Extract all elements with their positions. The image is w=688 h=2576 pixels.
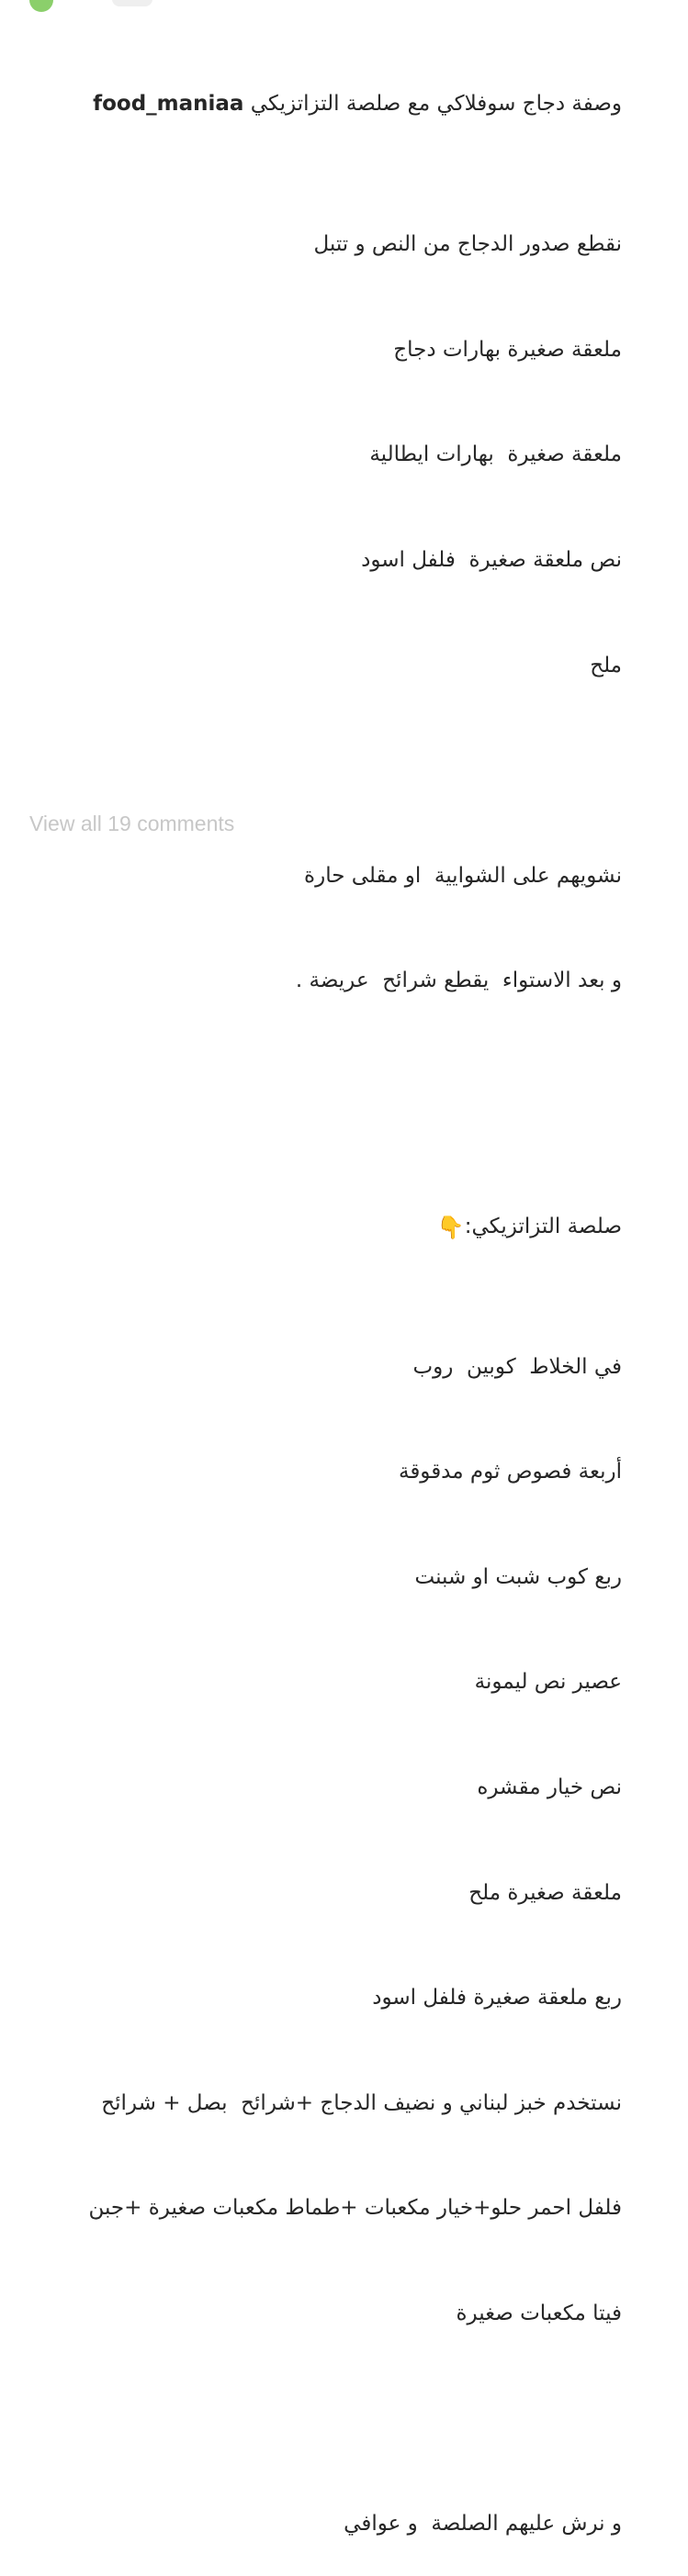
username-link[interactable]: food_maniaa xyxy=(93,92,244,117)
caption-line xyxy=(16,1069,622,1103)
sauce-line: نستخدم خبز لبناني و نضيف الدجاج +شرائح بصل + شرائح xyxy=(101,2090,622,2115)
caption-title: وصفة دجاج سوفلاكي مع صلصة التزاتزيكي xyxy=(250,92,622,117)
sauce-line: أربعة فصوص ثوم مدقوقة xyxy=(398,1460,622,1484)
sauce-line: ربع كوب شبت او شبنت xyxy=(414,1564,622,1589)
sauce-line: ربع ملعقة صغيرة فلفل اسود xyxy=(372,1986,622,2010)
sauce-line: عصير نص ليمونة xyxy=(474,1670,622,1695)
post-caption xyxy=(16,17,622,2576)
view-all-comments-link[interactable]: View all 19 comments xyxy=(29,812,235,835)
caption-line: ملعقة صغيرة بهارات دجاج xyxy=(393,337,622,362)
sauce-line: نص خيار مقشره xyxy=(477,1775,622,1799)
caption-line: ملعقة صغيرة بهارات ايطالية xyxy=(369,442,622,467)
sauce-line: في الخلاط كوبين روب xyxy=(412,1354,622,1379)
avatar[interactable] xyxy=(29,0,53,12)
caption-line: نقطع صدور الدجاج من النص و تتبل xyxy=(313,232,622,257)
caption-line xyxy=(16,753,622,788)
caption-line: ملح xyxy=(590,653,622,678)
sauce-heading-line xyxy=(16,1209,622,1244)
top-partial-element xyxy=(112,0,152,6)
sauce-line: ملعقة صغيرة ملح xyxy=(468,1880,622,1905)
sauce-line: فيتا مكعبات صغيرة xyxy=(456,2301,622,2325)
caption-line: نص ملعقة صغيرة فلفل اسود xyxy=(361,547,622,572)
sauce-line: فلفل احمر حلو+خيار مكعبات +طماط مكعبات صغيرة +جبن xyxy=(88,2196,622,2221)
sauce-line: و نرش عليهم الصلصة و عوافي xyxy=(344,2512,622,2537)
pointing-down-emoji-icon: 👇 xyxy=(436,1214,465,1240)
caption-line: و بعد الاستواء يقطع شرائح عريضة . xyxy=(295,969,622,993)
caption-title-line xyxy=(16,86,622,121)
caption-line: نشويهم على الشوايية او مقلى حارة xyxy=(304,863,622,888)
sauce-heading: صلصة التزاتزيكي: xyxy=(464,1214,622,1238)
sauce-line xyxy=(16,2401,622,2436)
